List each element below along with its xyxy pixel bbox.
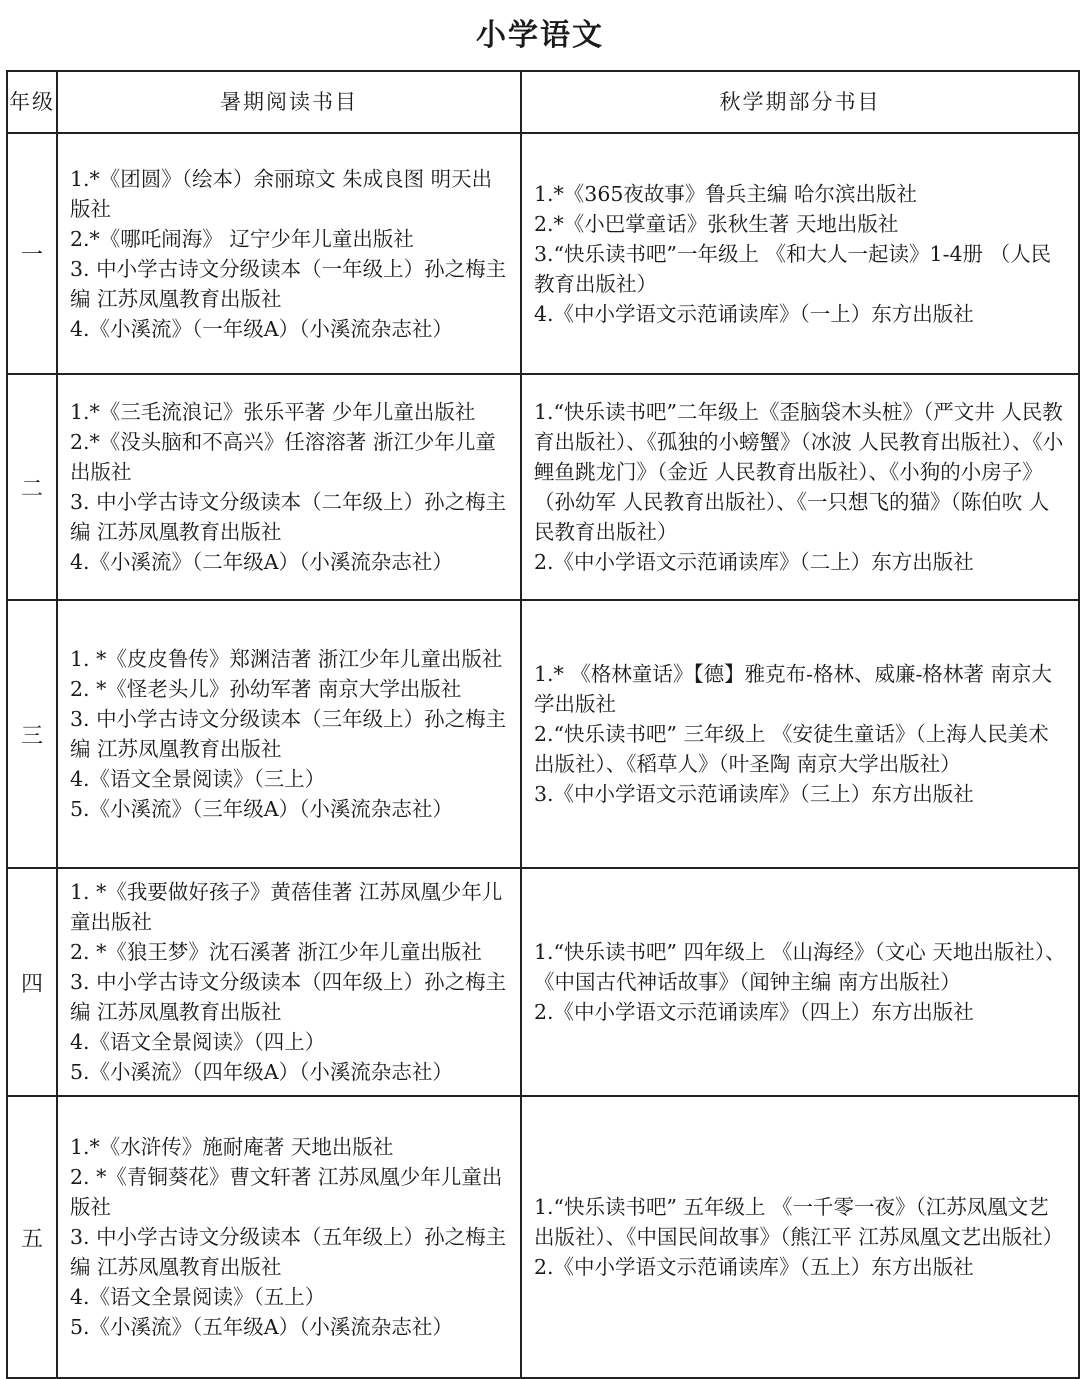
book-item: 4.《中小学语文示范诵读库》（一上）东方出版社 <box>534 301 974 326</box>
table-row <box>7 600 1079 868</box>
book-item: 5.《小溪流》（五年级A）（小溪流杂志社） <box>70 1315 453 1339</box>
autumn-list-cell <box>521 374 1079 600</box>
book-item: 3. 中小学古诗文分级读本（三年级上）孙之梅主编 江苏凤凰教育出版社 <box>70 707 507 761</box>
grade-cell: 二 <box>7 374 57 600</box>
book-item: 1.“快乐读书吧” 四年级上 《山海经》（文心 天地出版社）、《中国古代神话故事》（闻钟主编 南方出版社） <box>534 940 1066 994</box>
book-item: 1.* 《格林童话》【德】雅克布-格林、威廉-格林著 南京大学出版社 <box>534 662 1052 716</box>
table-body <box>7 133 1079 1378</box>
book-item: 3. 中小学古诗文分级读本（二年级上）孙之梅主编 江苏凤凰教育出版社 <box>70 490 507 544</box>
book-item: 2. *《怪老头儿》孙幼军著 南京大学出版社 <box>70 677 462 701</box>
book-item: 5.《小溪流》（四年级A）（小溪流杂志社） <box>70 1060 453 1084</box>
book-item: 1.“快乐读书吧” 五年级上 《一千零一夜》（江苏凤凰文艺出版社）、《中国民间故事》（熊江平 江苏凤凰文艺出版社） <box>534 1195 1064 1249</box>
autumn-list-cell <box>521 868 1079 1096</box>
book-item: 2.《中小学语文示范诵读库》（五上）东方出版社 <box>534 1255 974 1279</box>
book-item: 1.*《三毛流浪记》张乐平著 少年儿童出版社 <box>70 400 476 424</box>
summer-list-cell <box>57 1096 521 1378</box>
book-item: 5.《小溪流》（三年级A）（小溪流杂志社） <box>70 797 453 821</box>
autumn-list-cell <box>521 1096 1079 1378</box>
book-item: 2. *《狼王梦》沈石溪著 浙江少年儿童出版社 <box>70 940 482 964</box>
table-row <box>7 1096 1079 1378</box>
table-header-row <box>7 71 1079 133</box>
page-title: 小学语文 <box>476 18 604 53</box>
table-row <box>7 374 1079 600</box>
autumn-list-cell <box>521 133 1079 374</box>
book-item: 2.*《小巴掌童话》张秋生著 天地出版社 <box>534 211 899 236</box>
autumn-list-cell <box>521 600 1079 868</box>
book-item: 2.*《哪吒闹海》 辽宁少年儿童出版社 <box>70 226 414 251</box>
book-item: 4.《语文全景阅读》（三上） <box>70 767 326 791</box>
book-item: 2. *《青铜葵花》曹文轩著 江苏凤凰少年儿童出版社 <box>70 1165 503 1219</box>
book-item: 1.*《365夜故事》鲁兵主编 哈尔滨出版社 <box>534 181 917 206</box>
book-item: 4.《小溪流》（一年级A）（小溪流杂志社） <box>70 316 453 341</box>
book-item: 3.“快乐读书吧”一年级上 《和大人一起读》1-4册 （人民教育出版社） <box>534 241 1052 296</box>
summer-list-cell <box>57 374 521 600</box>
summer-list-cell <box>57 600 521 868</box>
grade-cell: 四 <box>7 868 57 1096</box>
book-item: 4.《小溪流》（二年级A）（小溪流杂志社） <box>70 550 453 574</box>
book-item: 3. 中小学古诗文分级读本（一年级上）孙之梅主编 江苏凤凰教育出版社 <box>70 256 507 311</box>
book-item: 2.*《没头脑和不高兴》任溶溶著 浙江少年儿童出版社 <box>70 430 496 484</box>
book-item: 2.《中小学语文示范诵读库》（二上）东方出版社 <box>534 550 974 574</box>
header-grade: 年级 <box>7 71 57 133</box>
book-item: 1.*《团圆》（绘本）余丽琼文 朱成良图 明天出版社 <box>70 166 493 221</box>
book-item: 3. 中小学古诗文分级读本（五年级上）孙之梅主编 江苏凤凰教育出版社 <box>70 1225 507 1279</box>
book-item: 4.《语文全景阅读》（四上） <box>70 1030 326 1054</box>
book-item: 1.“快乐读书吧”二年级上《歪脑袋木头桩》（严文井 人民教育出版社）、《孤独的小螃蟹》（冰波 人民教育出版社）、《小鲤鱼跳龙门》（金近 人民教育出版社）、《小狗的小房子》（孙幼军 人民教育出版社）、《一只想飞的猫》（陈伯吹 人民教育出版社） <box>534 400 1064 544</box>
book-item: 3.《中小学语文示范诵读库》（三上）东方出版社 <box>534 782 974 806</box>
book-item: 1. *《皮皮鲁传》郑渊洁著 浙江少年儿童出版社 <box>70 647 503 671</box>
grade-cell: 三 <box>7 600 57 868</box>
summer-list-cell <box>57 868 521 1096</box>
grade-cell: 五 <box>7 1096 57 1378</box>
book-item: 2.“快乐读书吧” 三年级上 《安徒生童话》（上海人民美术出版社）、《稻草人》（叶圣陶 南京大学出版社） <box>534 722 1049 776</box>
book-item: 1. *《我要做好孩子》黄蓓佳著 江苏凤凰少年儿童出版社 <box>70 880 503 934</box>
header-summer-reading: 暑期阅读书目 <box>57 71 521 133</box>
book-item: 4.《语文全景阅读》（五上） <box>70 1285 326 1309</box>
table-row <box>7 868 1079 1096</box>
summer-list-cell <box>57 133 521 374</box>
book-item: 3. 中小学古诗文分级读本（四年级上）孙之梅主编 江苏凤凰教育出版社 <box>70 970 507 1024</box>
book-item: 1.*《水浒传》施耐庵著 天地出版社 <box>70 1135 394 1159</box>
book-item: 2.《中小学语文示范诵读库》（四上）东方出版社 <box>534 1000 974 1024</box>
table-row <box>7 133 1079 374</box>
grade-cell: 一 <box>7 133 57 374</box>
header-autumn-reading: 秋学期部分书目 <box>521 71 1079 133</box>
reading-list-table <box>6 70 1080 1379</box>
